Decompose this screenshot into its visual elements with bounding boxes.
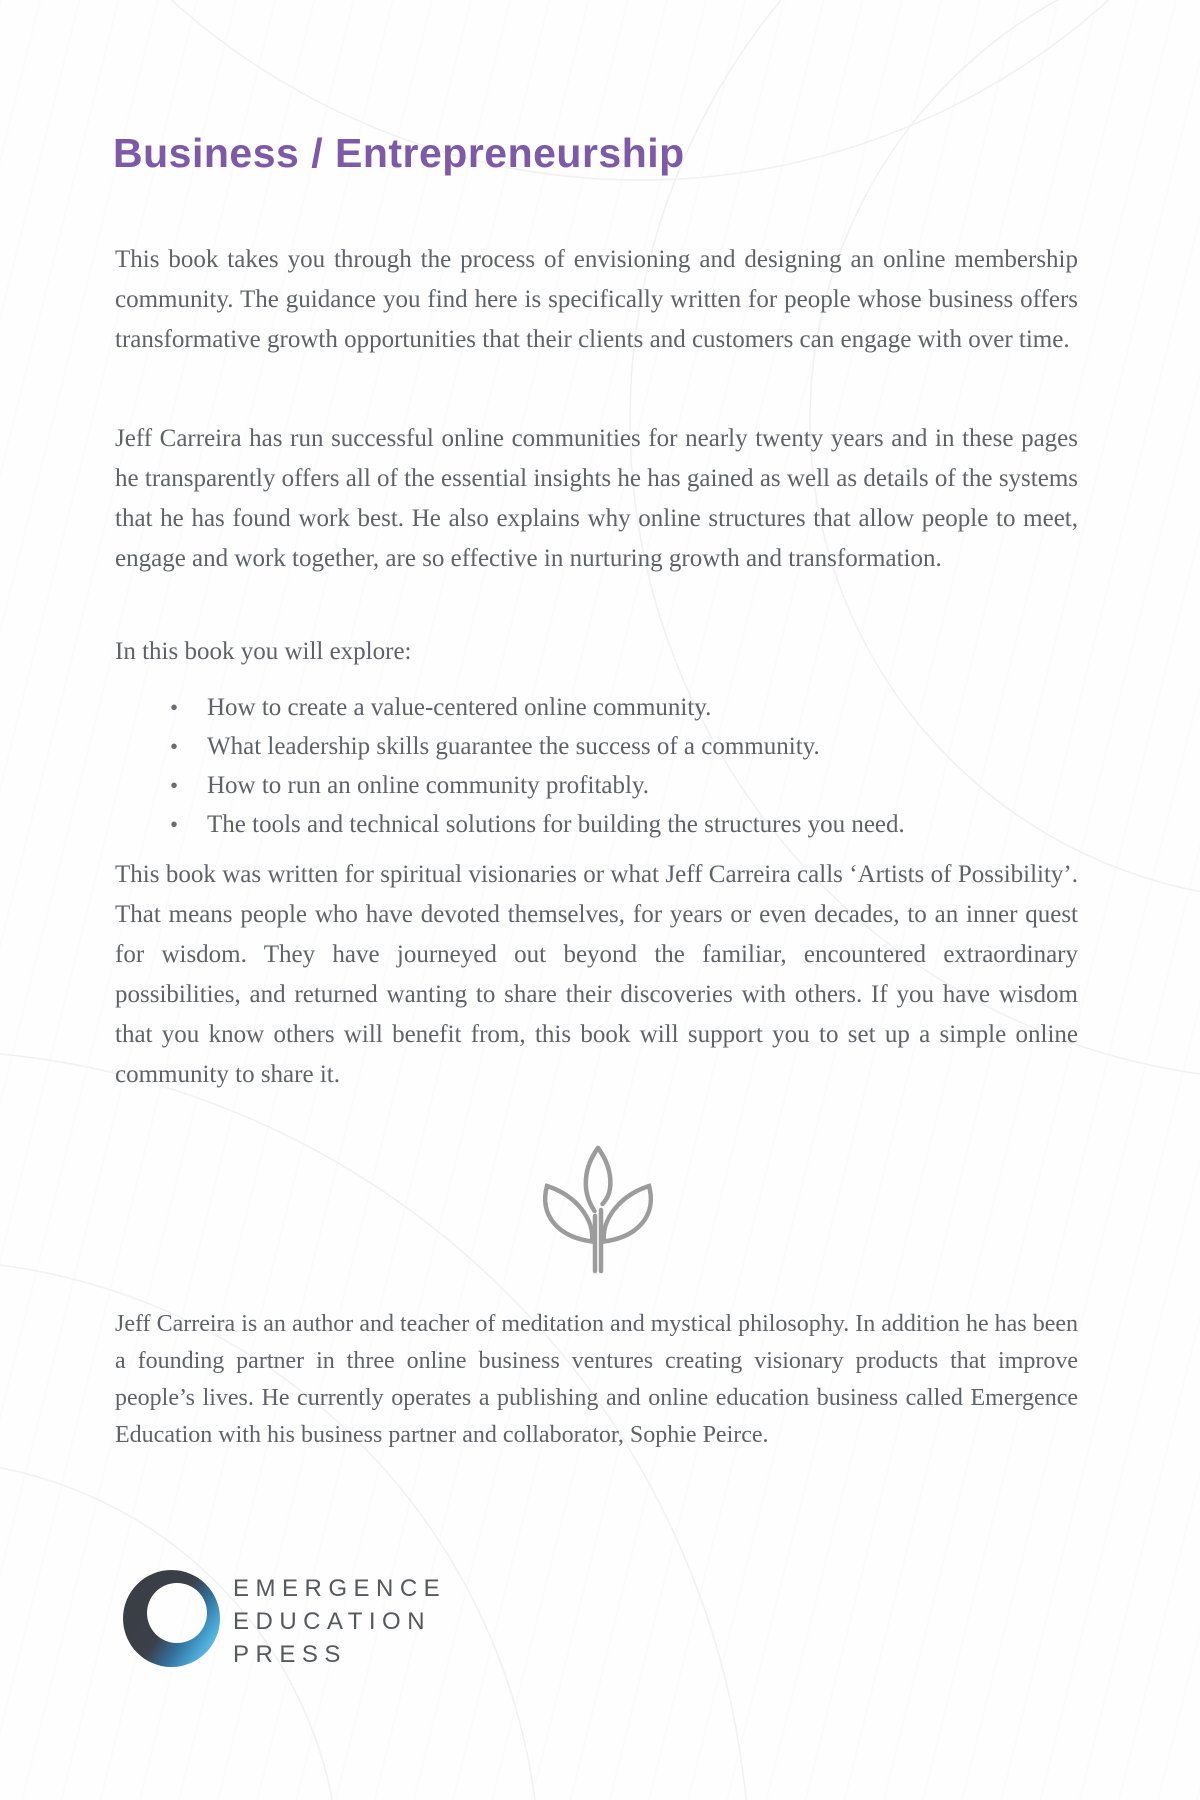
- author-bio-paragraph: Jeff Carreira is an author and teacher of meditation and mystical philosophy. In addition he has been a founding partner in three online business ventures creating visionary products that improve people’s lives. He currently operates a publishing and online education business called Emergence Education with his business partner and collaborator, Sophie Peirce.: [115, 1311, 1078, 1448]
- bullet-item: • How to run an online community profitably.: [170, 766, 1030, 805]
- publisher-name-line: EDUCATION: [233, 1608, 432, 1635]
- publisher-name: [233, 1572, 446, 1671]
- bullet-item: • The tools and technical solutions for building the structures you need.: [170, 805, 1030, 844]
- intro-paragraph: This book takes you through the process of envisioning and designing an online membership community. The guidance you find here is specifically written for people whose business offers transformative growth opportunities that their clients and customers can engage with over time.: [115, 246, 1078, 353]
- publisher-name-line: EMERGENCE: [233, 1575, 447, 1602]
- publisher-name-line: PRESS: [233, 1641, 347, 1668]
- explore-intro-line: In this book you will explore:: [115, 638, 412, 665]
- sprout-leaf-icon: [537, 1144, 659, 1274]
- gradient-ring-logo-icon: [121, 1568, 222, 1669]
- bullet-item: • How to create a value-centered online community.: [170, 688, 1030, 727]
- closing-paragraph: This book was written for spiritual visionaries or what Jeff Carreira calls ‘Artists of Possibility’. That means people who have devoted themselves, for years or even decades, to an inner quest for wisdom. They have journeyed out beyond the familiar, encountered extraordinary possibilities, and returned wanting to share their discoveries with others. If you have wisdom that you know others will benefit from, this book will support you to set up a simple online community to share it.: [115, 861, 1078, 1088]
- author-description-paragraph: Jeff Carreira has run successful online communities for nearly twenty years and in these pages he transparently offers all of the essential insights he has gained as well as details of the systems that he has found work best. He also explains why online structures that allow people to meet, engage and work together, are so effective in nurturing growth and transformation.: [115, 425, 1078, 572]
- category-heading: Business / Entrepreneurship: [113, 130, 685, 176]
- bullet-item: • What leadership skills guarantee the success of a community.: [170, 727, 1030, 766]
- bullet-list: [170, 688, 1030, 844]
